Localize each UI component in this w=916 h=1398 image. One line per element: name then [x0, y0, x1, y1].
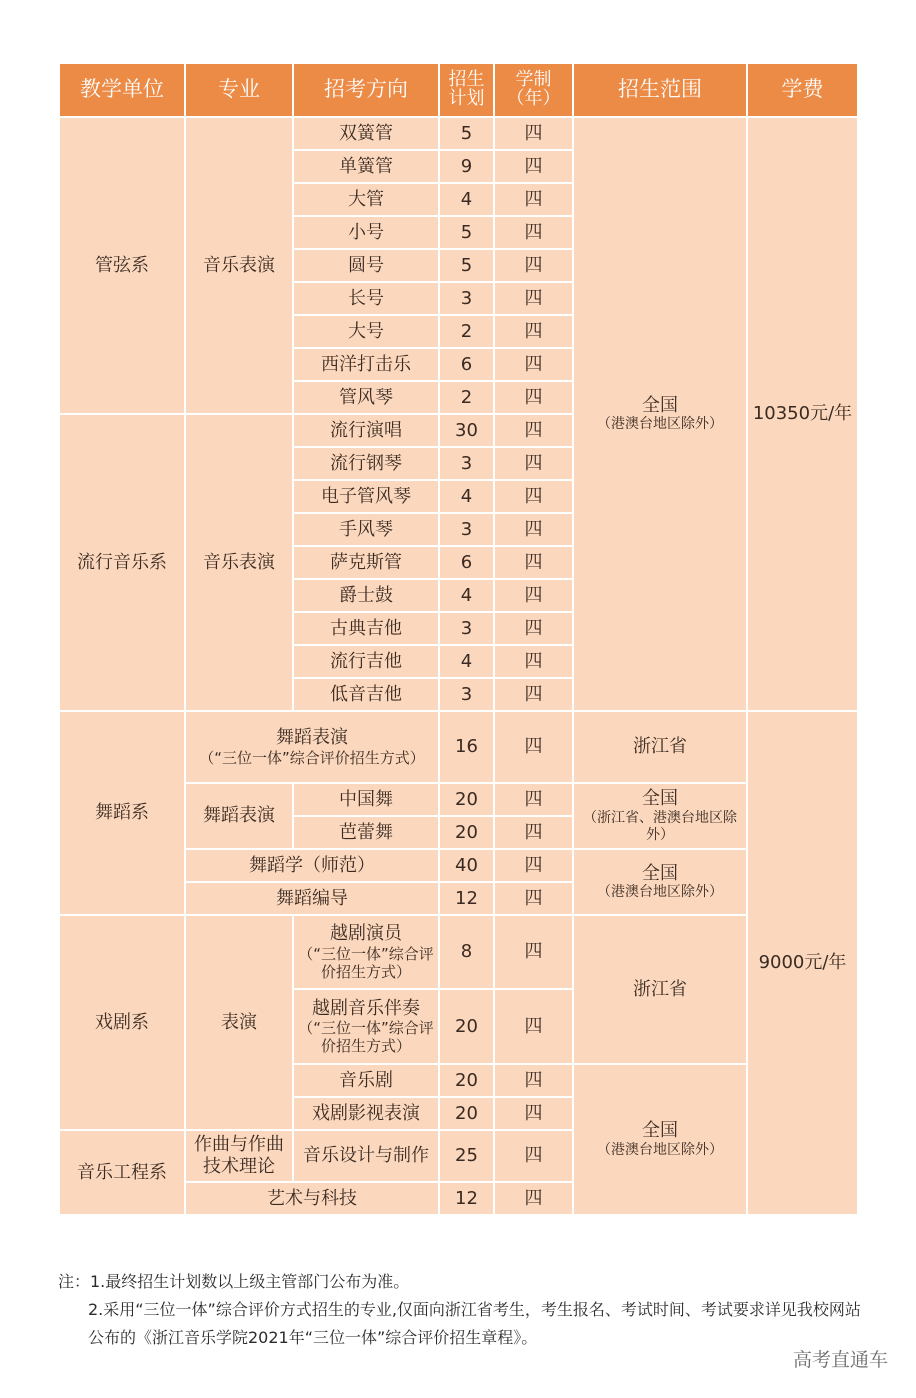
table-row: [59, 711, 858, 783]
footnote-1: 注：1.最终招生计划数以上级主管部门公布为准。: [58, 1272, 410, 1291]
plan-cell: 40: [439, 849, 494, 882]
plan-cell: 25: [439, 1130, 494, 1182]
direction-cell: 低音吉他: [293, 678, 439, 711]
plan-cell: 3: [439, 612, 494, 645]
plan-cell: 20: [439, 783, 494, 816]
scope-cell: 全国 （港澳台地区除外）: [573, 117, 747, 711]
years-cell: 四: [494, 612, 573, 645]
plan-cell: 12: [439, 882, 494, 915]
major-cell: 舞蹈编导: [185, 882, 439, 915]
direction-cell: 圆号: [293, 249, 439, 282]
years-cell: 四: [494, 678, 573, 711]
direction-cell: 萨克斯管: [293, 546, 439, 579]
watermark: 高考直通车: [792, 1349, 888, 1371]
plan-cell: 6: [439, 546, 494, 579]
direction-cell: 长号: [293, 282, 439, 315]
direction-cell: 西洋打击乐: [293, 348, 439, 381]
plan-cell: 20: [439, 989, 494, 1064]
scope-cell: 全国 （港澳台地区除外）: [573, 849, 747, 915]
direction-cell: 大号: [293, 315, 439, 348]
years-cell: 四: [494, 915, 573, 989]
years-cell: 四: [494, 150, 573, 183]
direction-cell: 电子管风琴: [293, 480, 439, 513]
years-cell: 四: [494, 1130, 573, 1182]
years-cell: 四: [494, 315, 573, 348]
major-cell: 舞蹈表演: [185, 783, 293, 849]
plan-cell: 3: [439, 447, 494, 480]
years-cell: 四: [494, 816, 573, 849]
years-cell: 四: [494, 117, 573, 150]
plan-cell: 5: [439, 216, 494, 249]
direction-cell: 双簧管: [293, 117, 439, 150]
table-row: [59, 117, 858, 150]
plan-cell: 4: [439, 183, 494, 216]
plan-cell: 8: [439, 915, 494, 989]
years-cell: 四: [494, 447, 573, 480]
scope-cell: 浙江省: [573, 915, 747, 1064]
years-cell: 四: [494, 480, 573, 513]
unit-cell: 音乐工程系: [59, 1130, 185, 1215]
plan-cell: 16: [439, 711, 494, 783]
years-cell: 四: [494, 513, 573, 546]
plan-cell: 30: [439, 414, 494, 447]
major-cell: 舞蹈表演 （“三位一体”综合评价招生方式）: [185, 711, 439, 783]
direction-cell: 芭蕾舞: [293, 816, 439, 849]
plan-cell: 3: [439, 513, 494, 546]
major-cell: 音乐表演: [185, 414, 293, 711]
years-cell: 四: [494, 381, 573, 414]
scope-cell: 全国 （港澳台地区除外）: [573, 1064, 747, 1215]
unit-cell: 管弦系: [59, 117, 185, 414]
direction-cell: 音乐剧: [293, 1064, 439, 1097]
major-cell: 艺术与科技: [185, 1182, 439, 1215]
direction-cell: 流行钢琴: [293, 447, 439, 480]
header-years: 学制 （年）: [494, 63, 573, 117]
years-cell: 四: [494, 645, 573, 678]
header-major: 专业: [185, 63, 293, 117]
scope-cell: 浙江省: [573, 711, 747, 783]
years-cell: 四: [494, 348, 573, 381]
major-cell: 舞蹈学（师范）: [185, 849, 439, 882]
plan-cell: 2: [439, 381, 494, 414]
years-cell: 四: [494, 783, 573, 816]
footnotes: [58, 1268, 868, 1352]
direction-cell: 流行演唱: [293, 414, 439, 447]
plan-cell: 4: [439, 579, 494, 612]
years-cell: 四: [494, 1097, 573, 1130]
fee-cell: 10350元/年: [747, 117, 858, 711]
years-cell: 四: [494, 882, 573, 915]
years-cell: 四: [494, 1182, 573, 1215]
years-cell: 四: [494, 282, 573, 315]
plan-cell: 20: [439, 1097, 494, 1130]
plan-cell: 4: [439, 645, 494, 678]
direction-cell: 爵士鼓: [293, 579, 439, 612]
unit-cell: 戏剧系: [59, 915, 185, 1130]
plan-cell: 3: [439, 678, 494, 711]
direction-cell: 单簧管: [293, 150, 439, 183]
plan-cell: 6: [439, 348, 494, 381]
years-cell: 四: [494, 216, 573, 249]
plan-cell: 5: [439, 117, 494, 150]
major-cell: 表演: [185, 915, 293, 1130]
header-unit: 教学单位: [59, 63, 185, 117]
header-plan: 招生 计划: [439, 63, 494, 117]
direction-cell: 音乐设计与制作: [293, 1130, 439, 1182]
header-fee: 学费: [747, 63, 858, 117]
plan-cell: 5: [439, 249, 494, 282]
fee-cell: 9000元/年: [747, 711, 858, 1215]
plan-cell: 4: [439, 480, 494, 513]
direction-cell: 古典吉他: [293, 612, 439, 645]
scope-cell: 全国 （浙江省、港澳台地区除外）: [573, 783, 747, 849]
plan-cell: 12: [439, 1182, 494, 1215]
direction-cell: 越剧演员 （“三位一体”综合评价招生方式）: [293, 915, 439, 989]
plan-cell: 9: [439, 150, 494, 183]
years-cell: 四: [494, 249, 573, 282]
plan-cell: 20: [439, 1064, 494, 1097]
direction-cell: 小号: [293, 216, 439, 249]
direction-cell: 越剧音乐伴奏 （“三位一体”综合评价招生方式）: [293, 989, 439, 1064]
unit-cell: 流行音乐系: [59, 414, 185, 711]
direction-cell: 流行吉他: [293, 645, 439, 678]
direction-cell: 手风琴: [293, 513, 439, 546]
unit-cell: 舞蹈系: [59, 711, 185, 915]
major-cell: 作曲与作曲技术理论: [185, 1130, 293, 1182]
header-row: [59, 63, 858, 117]
years-cell: 四: [494, 1064, 573, 1097]
years-cell: 四: [494, 711, 573, 783]
header-scope: 招生范围: [573, 63, 747, 117]
table-row: [59, 915, 858, 989]
header-direction: 招考方向: [293, 63, 439, 117]
years-cell: 四: [494, 414, 573, 447]
direction-cell: 大管: [293, 183, 439, 216]
years-cell: 四: [494, 546, 573, 579]
direction-cell: 管风琴: [293, 381, 439, 414]
plan-cell: 20: [439, 816, 494, 849]
years-cell: 四: [494, 989, 573, 1064]
major-cell: 音乐表演: [185, 117, 293, 414]
direction-cell: 中国舞: [293, 783, 439, 816]
years-cell: 四: [494, 579, 573, 612]
years-cell: 四: [494, 183, 573, 216]
plan-cell: 3: [439, 282, 494, 315]
footnote-2: 2.采用“三位一体”综合评价方式招生的专业,仅面向浙江省考生，考生报名、考试时间、考试要求详见我校网站公布的《浙江音乐学院2021年“三位一体”综合评价招生章程》。: [88, 1300, 861, 1347]
admission-table: [58, 62, 859, 1216]
direction-cell: 戏剧影视表演: [293, 1097, 439, 1130]
plan-cell: 2: [439, 315, 494, 348]
years-cell: 四: [494, 849, 573, 882]
